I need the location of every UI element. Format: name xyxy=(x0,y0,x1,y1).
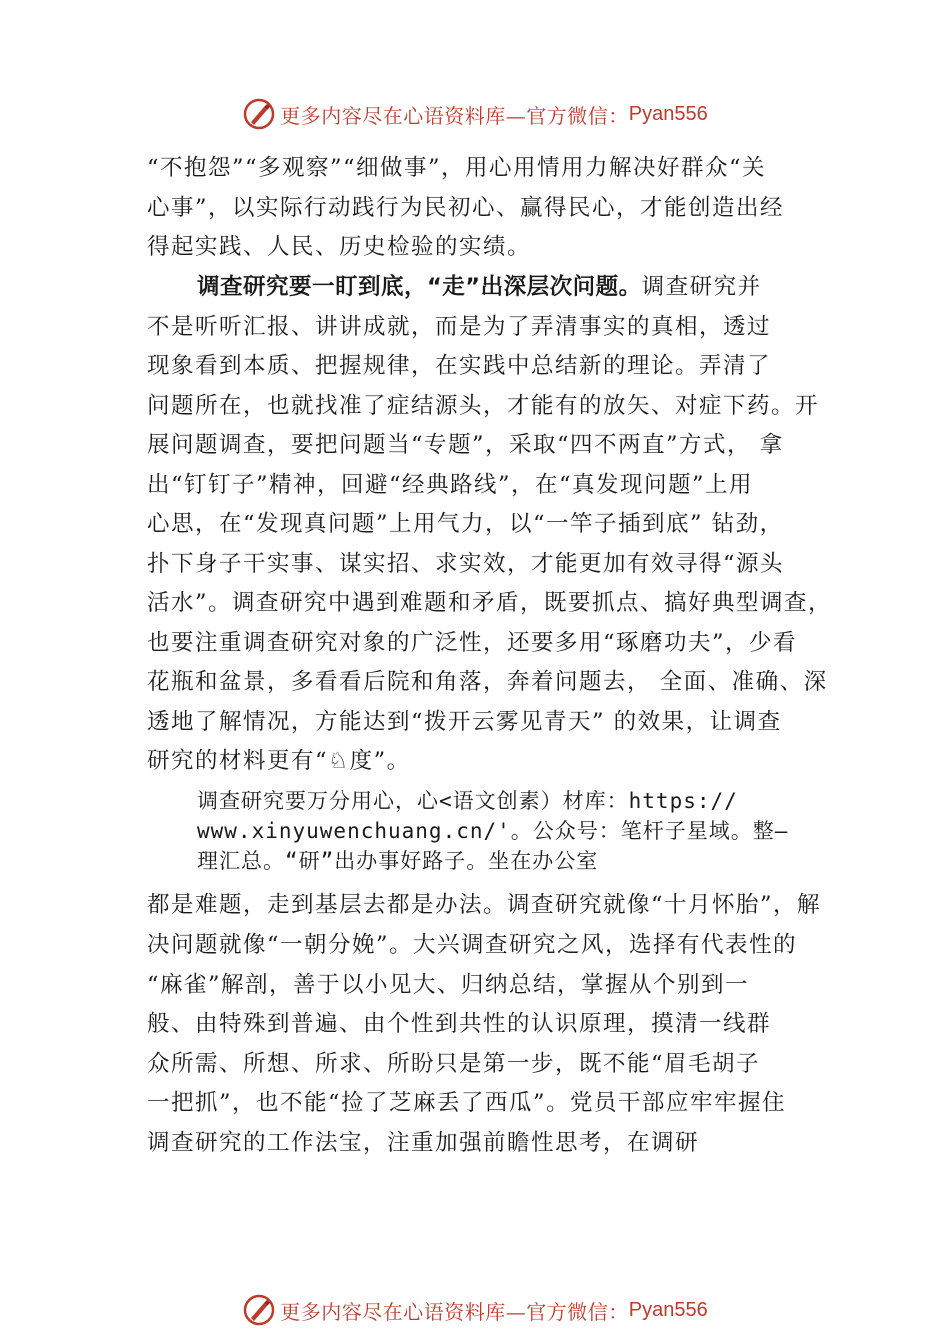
body-line: 不是听听汇报、讲讲成就，而是为了弄清事实的真相，透过 xyxy=(147,314,772,340)
inset-line: 理汇总。“研”出办事好路子。坐在办公室 xyxy=(197,849,599,873)
section-heading-line xyxy=(197,272,762,302)
body-line: 众所需、所想、所求、所盼只是第一步，既不能“眉毛胡子 xyxy=(147,1051,761,1077)
body-line: 调查研究的工作法宝，注重加强前瞻性思考，在调研 xyxy=(147,1130,700,1156)
body-line: 扑下身子干实事、谋实招、求实效，才能更加有效寻得“源头 xyxy=(147,551,785,577)
body-line: 研究的材料更有“♘度”。 xyxy=(147,748,411,774)
body-line: 展问题调查，要把问题当“专题”，采取“四不两直”方式， 拿 xyxy=(147,432,784,458)
body-line: 现象看到本质、把握规律，在实践中总结新的理论。弄清了 xyxy=(147,353,772,379)
footer-text: 更多内容尽在心语资料库—官方微信： xyxy=(280,1299,629,1324)
body-line: 问题所在，也就找准了症结源头，才能有的放矢、对症下药。开 xyxy=(147,393,820,419)
section-heading-continuation: 调查研究并 xyxy=(641,274,762,300)
inset-line: www.xinyuwenchuang.cn/'。公众号：笔杆子星域。整— xyxy=(197,819,789,843)
section-heading: 调查研究要一盯到底，“走”出深层次问题。 xyxy=(197,274,642,300)
body-line: 也要注重调查研究对象的广泛性，还要多用“琢磨功夫”，少看 xyxy=(147,630,798,656)
inset-line: 调查研究要万分用心，心<语文创素）材库：https:// xyxy=(197,789,738,813)
pen-circle-icon xyxy=(242,1293,276,1327)
body-line: 决问题就像“一朝分娩”。大兴调查研究之风，选择有代表性的 xyxy=(147,932,798,958)
footer-wechat-id: Pyan556 xyxy=(628,1298,708,1321)
body-line: 一把抓”，也不能“捡了芝麻丢了西瓜”。党员干部应牢牢握住 xyxy=(147,1090,787,1116)
body-line: 都是难题，走到基层去都是办法。调查研究就像“十月怀胎”，解 xyxy=(147,892,822,918)
body-line: 心事”，以实际行动践行为民初心、赢得民心，才能创造出经 xyxy=(147,195,785,221)
footer-banner xyxy=(0,1290,950,1330)
body-line: 般、由特殊到普遍、由个性到共性的认识原理，摸清一线群 xyxy=(147,1011,772,1037)
body-line: 心思，在“发现真问题”上用气力，以“一竿子插到底” 钻劲， xyxy=(147,511,784,537)
body-line: 活水”。调查研究中遇到难题和矛盾，既要抓点、搞好典型调查， xyxy=(147,590,833,616)
header-text: 更多内容尽在心语资料库—官方微信： xyxy=(280,103,629,128)
pen-circle-icon xyxy=(242,97,276,131)
body-line: 得起实践、人民、历史检验的实绩。 xyxy=(147,234,532,260)
body-line: “麻雀”解剖，善于以小见大、归纳总结，掌握从个别到一 xyxy=(147,972,750,998)
body-line: 出“钉钉子”精神，回避“经典路线”，在“真发现问题”上用 xyxy=(147,472,754,498)
header-banner xyxy=(0,94,950,134)
body-line: 透地了解情况，方能达到“拨开云雾见青天” 的效果，让调查 xyxy=(147,709,782,735)
header-wechat-id: Pyan556 xyxy=(628,102,708,125)
body-line: “不抱怨”“多观察”“细做事”，用心用情用力解决好群众“关 xyxy=(147,155,767,181)
body-line: 花瓶和盆景，多看看后院和角落，奔着问题去， 全面、准确、深 xyxy=(147,669,828,695)
